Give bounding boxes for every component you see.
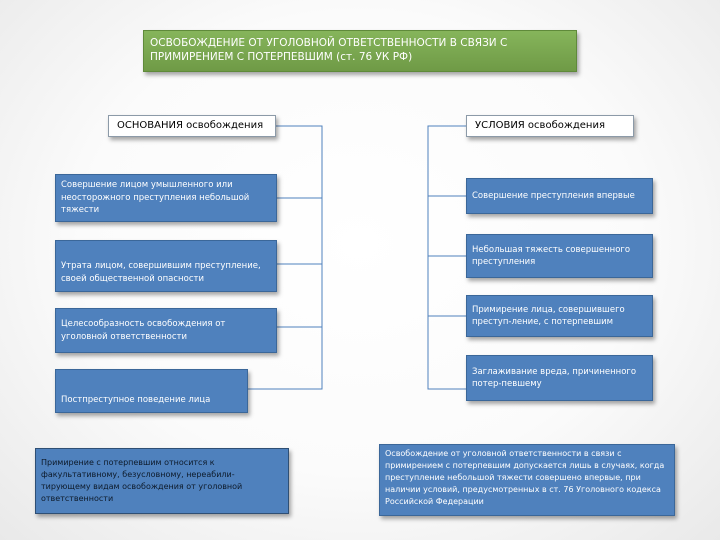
note-right <box>379 444 675 516</box>
condition-text-2: Небольшая тяжесть совершенного преступления <box>472 244 631 267</box>
note-left <box>35 448 289 514</box>
condition-box-3 <box>466 295 653 337</box>
conditions-header: УСЛОВИЯ освобождения <box>466 115 634 137</box>
ground-box-4 <box>55 369 248 413</box>
condition-text-4: Заглаживание вреда, причиненного потер-певшему <box>472 366 637 389</box>
condition-box-1 <box>466 178 653 214</box>
note-right-text: Освобождение от уголовной ответственности в связи с примирением с потерпевшим допускается лишь в случаях, когда преступление небольшой тяжести совершено впервые, при наличии условий, предусмотренных в ст. 76 Уголовного кодекса Российской Федерации <box>385 449 665 506</box>
condition-text-1: Совершение преступления впервые <box>472 190 635 201</box>
condition-text-3: Примирение лица, совершившего преступ-ление, с потерпевшим <box>472 304 625 327</box>
ground-box-1 <box>55 174 277 222</box>
ground-text-2: Утрата лицом, совершившим преступление, своей общественной опасности <box>61 261 261 284</box>
diagram-title: ОСВОБОЖДЕНИЕ ОТ УГОЛОВНОЙ ОТВЕТСТВЕННОСТИ В СВЯЗИ С ПРИМИРЕНИЕМ С ПОТЕРПЕВШИМ (ст. 76 УК РФ) <box>143 30 577 72</box>
condition-box-2 <box>466 234 653 278</box>
ground-text-1: Совершение лицом умышленного или неосторожного преступления небольшой тяжести <box>61 180 250 216</box>
grounds-header: ОСНОВАНИЯ освобождения <box>108 115 276 137</box>
condition-box-4 <box>466 355 653 401</box>
ground-text-4: Постпреступное поведение лица <box>61 394 211 405</box>
ground-text-3: Целесообразность освобождения от уголовной ответственности <box>61 319 226 342</box>
ground-box-2 <box>55 240 277 292</box>
right-connector <box>428 126 466 389</box>
ground-box-3 <box>55 308 277 353</box>
note-left-text: Примирение с потерпевшим относится к факультативному, безусловному, нереабили-тирующему видам освобождения от уголовной ответственности <box>41 458 243 503</box>
